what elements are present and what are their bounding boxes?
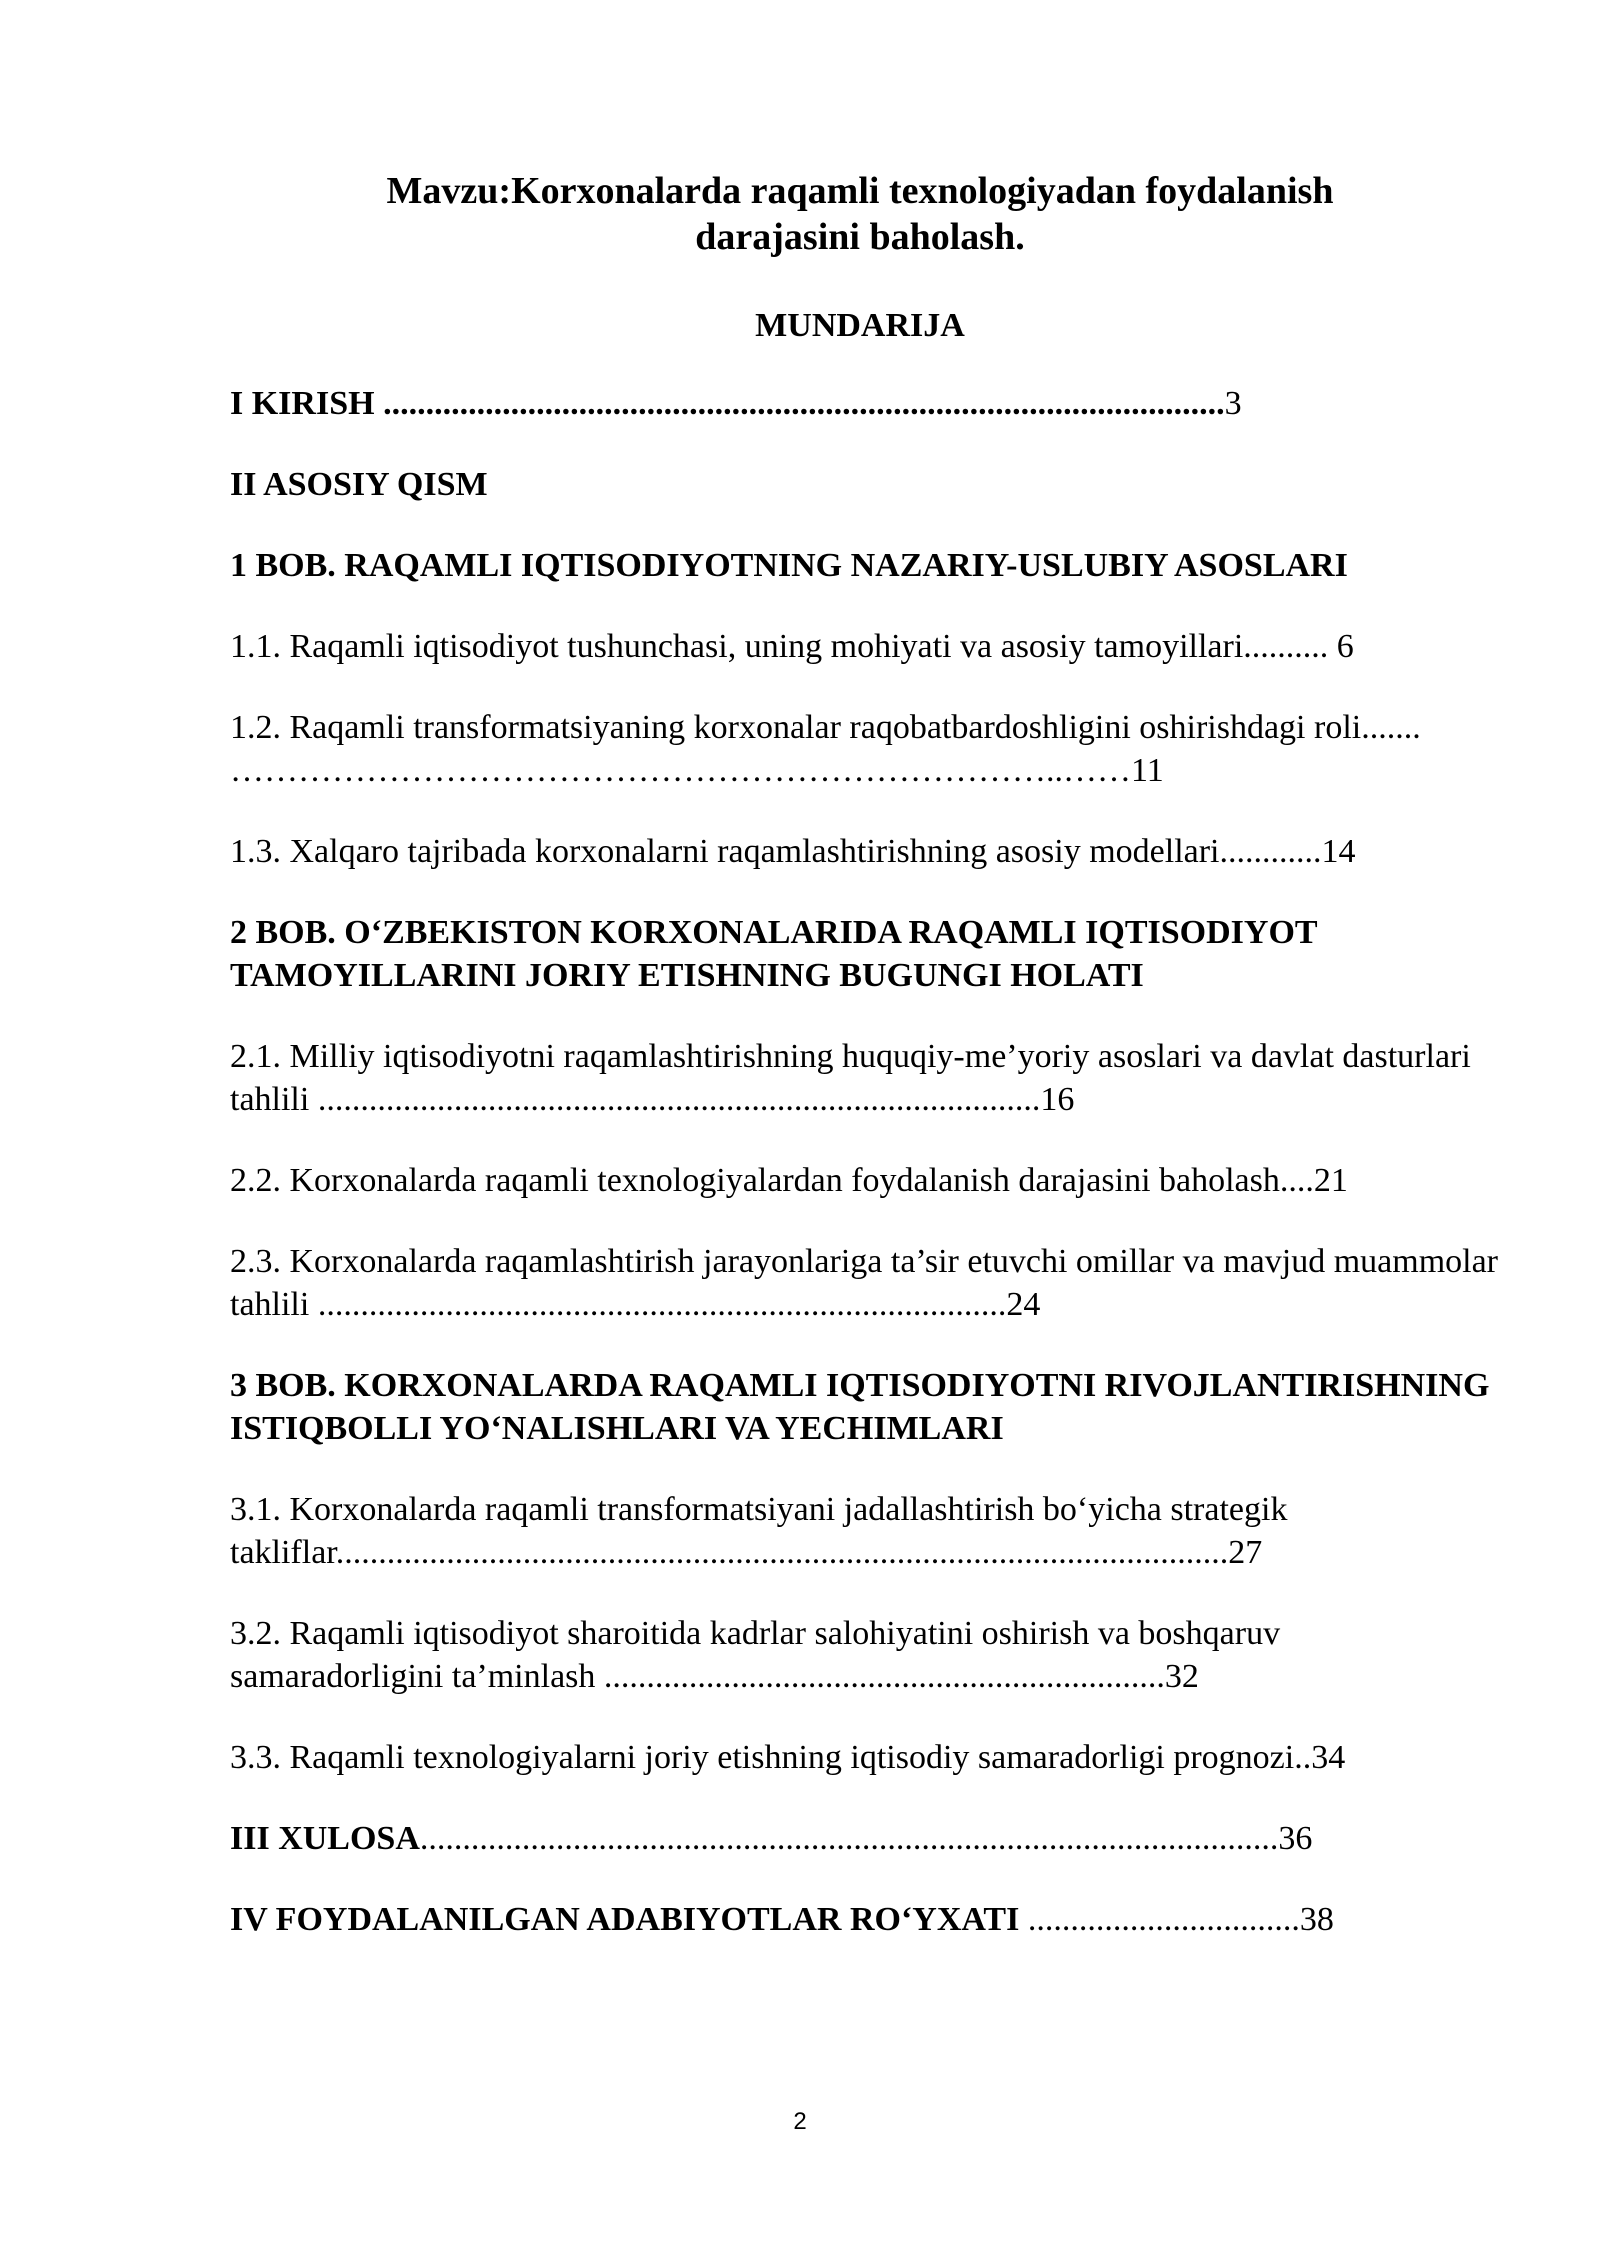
contents-heading: MUNDARIJA	[755, 307, 965, 344]
toc-page-number: 14	[1321, 833, 1356, 870]
toc-leader-dots: ...................................................................................................	[383, 385, 1225, 422]
toc-entry-3-3	[230, 1736, 1500, 1779]
toc-entry-text: 3.3. Raqamli texnologiyalarni joriy etishning iqtisodiy samaradorligi prognozi	[230, 1739, 1295, 1776]
toc-entry-text: 1.3. Xalqaro tajribada korxonalarni raqamlashtirishning asosiy modellari	[230, 833, 1220, 870]
title-line-2: darajasini baholash.	[695, 216, 1025, 258]
toc-entry-2-2	[230, 1159, 1500, 1202]
table-of-contents	[230, 382, 1500, 1979]
page-number: 2	[793, 2108, 807, 2135]
toc-entry-text: 2.2. Korxonalarda raqamli texnologiyalardan foydalanish darajasini baholash	[230, 1162, 1280, 1199]
toc-entry-asosiy-qism	[230, 463, 1500, 506]
toc-entry-kirish	[230, 382, 1500, 425]
toc-leader-dots: ..........	[1243, 628, 1329, 665]
toc-entry-1-3	[230, 830, 1500, 873]
toc-leader-dots: ............	[1219, 833, 1322, 870]
toc-entry-2-3	[230, 1240, 1500, 1326]
toc-entry-adabiyotlar	[230, 1898, 1500, 1941]
toc-entry-text: IV FOYDALANILGAN ADABIYOTLAR RO‘YXATI	[230, 1901, 1028, 1938]
toc-entry-text: 2.3. Korxonalarda raqamlashtirish jarayonlariga ta’sir etuvchi omillar va mavjud muammolar tahlili	[230, 1243, 1498, 1323]
toc-leader-dots: .....................................................................................	[317, 1081, 1041, 1118]
toc-entry-text: II ASOSIY QISM	[230, 466, 488, 503]
toc-page-number: 34	[1311, 1739, 1346, 1776]
toc-entry-2-1	[230, 1035, 1500, 1121]
toc-entry-1-1	[230, 625, 1500, 668]
toc-entry-3-2	[230, 1612, 1500, 1698]
title-line-1: Mavzu:Korxonalarda raqamli texnologiyadan foydalanish	[386, 170, 1334, 212]
toc-entry-text: III XULOSA	[230, 1820, 420, 1857]
toc-page-number: 27	[1228, 1534, 1263, 1571]
toc-entry-chapter-2	[230, 911, 1500, 997]
toc-leader-dots: .................................................................................	[317, 1286, 1007, 1323]
toc-leader-dots: .........................................................................................................	[335, 1534, 1229, 1571]
toc-entry-text: 1 BOB. RAQAMLI IQTISODIYOTNING NAZARIY-USLUBIY ASOSLARI	[230, 547, 1348, 584]
toc-entry-text: 2 BOB. O‘ZBEKISTON KORXONALARIDA RAQAMLI IQTISODIYOT TAMOYILLARINI JORIY ETISHNING BUGUNGI HOLATI	[230, 914, 1317, 994]
toc-entry-text: 1.1. Raqamli iqtisodiyot tushunchasi, uning mohiyati va asosiy tamoyillari	[230, 628, 1244, 665]
toc-leader-dots: ..	[1294, 1739, 1312, 1776]
toc-entry-chapter-1	[230, 544, 1500, 587]
toc-page-number: 6	[1328, 628, 1354, 665]
toc-leader-dots: ..................................................................	[603, 1658, 1165, 1695]
toc-page-number: 38	[1299, 1901, 1334, 1938]
toc-page-number: 11	[1131, 752, 1164, 789]
toc-entry-text: I KIRISH	[230, 385, 384, 422]
toc-page-number: 24	[1006, 1286, 1041, 1323]
document-title	[230, 168, 1490, 260]
toc-entry-text: 1.2. Raqamli transformatsiyaning korxonalar raqobatbardoshligini oshirishdagi roli	[230, 709, 1362, 746]
toc-page-number: 16	[1040, 1081, 1075, 1118]
toc-entry-text: 3.2. Raqamli iqtisodiyot sharoitida kadrlar salohiyatini oshirish va boshqaruv samaradorligini ta’minlash	[230, 1615, 1281, 1695]
toc-page-number: 3	[1224, 385, 1242, 422]
toc-page-number: 36	[1278, 1820, 1313, 1857]
toc-entry-text: 2.1. Milliy iqtisodiyotni raqamlashtirishning huquqiy-me’yoriy asoslari va davlat dasturlari tahlili	[230, 1038, 1471, 1118]
toc-entry-xulosa	[230, 1817, 1500, 1860]
toc-entry-3-1	[230, 1488, 1500, 1574]
toc-leader-dots: ................................	[1027, 1901, 1300, 1938]
toc-entry-text: 3.1. Korxonalarda raqamli transformatsiyani jadallashtirish bo‘yicha strategik takliflar	[230, 1491, 1288, 1571]
toc-entry-1-2	[230, 706, 1500, 792]
toc-page-number: 21	[1313, 1162, 1348, 1199]
toc-entry-text: 3 BOB. KORXONALARDA RAQAMLI IQTISODIYOTNI RIVOJLANTIRISHNING ISTIQBOLLI YO‘NALISHLARI VA YECHIMLARI	[230, 1367, 1490, 1447]
toc-entry-chapter-3	[230, 1364, 1500, 1450]
toc-leader-dots: ....	[1279, 1162, 1314, 1199]
toc-leader-dots: ....... ………………………………………………………………..……	[230, 709, 1421, 789]
toc-leader-dots: .....................................................................................................	[419, 1820, 1279, 1857]
toc-page-number: 32	[1164, 1658, 1199, 1695]
